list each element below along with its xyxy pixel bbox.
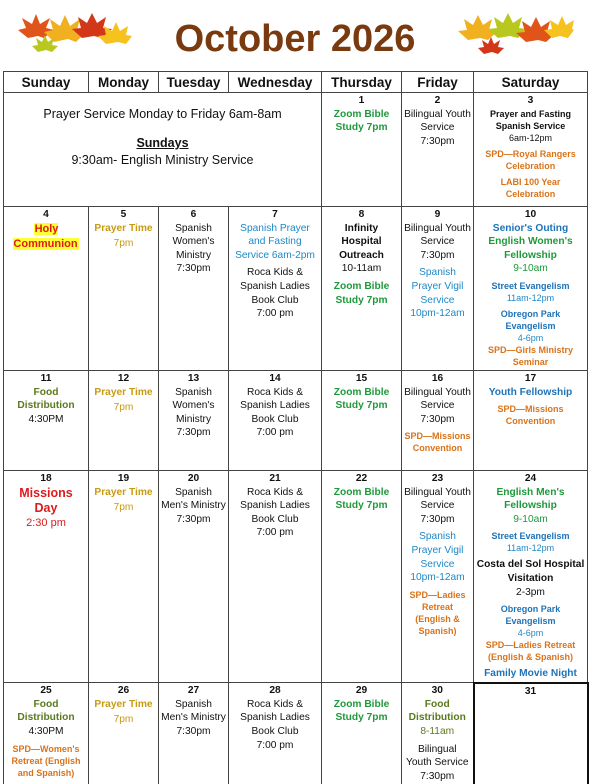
week-row <box>4 207 588 371</box>
event-text: English Men's Fellowship <box>496 486 565 512</box>
day-cell-27 <box>159 683 229 784</box>
calendar-header <box>0 0 590 72</box>
week-row <box>4 683 588 784</box>
weekday-wednesday: Wednesday <box>229 72 322 93</box>
day-cell-20 <box>159 471 229 683</box>
event-text: Spanish Prayer Vigil Service <box>411 267 464 306</box>
week-row <box>4 371 588 471</box>
event-time: 7:00 pm <box>256 427 294 439</box>
day-number: 6 <box>190 209 197 220</box>
event-time: 4:30PM <box>28 413 64 425</box>
event-text: Spanish Prayer Vigil Service <box>411 531 464 570</box>
day-cell-5 <box>89 207 159 371</box>
weekday-monday: Monday <box>89 72 159 93</box>
event-time: 9-10am <box>513 513 548 525</box>
event-time: 7pm <box>113 402 134 414</box>
event-time: 11am-12pm <box>506 292 555 303</box>
event-text: Prayer Time <box>94 386 153 398</box>
event-time: 6am-12pm <box>508 132 553 143</box>
day-number: 17 <box>524 373 537 384</box>
day-number: 20 <box>187 473 200 484</box>
day-cell-4 <box>4 207 89 371</box>
day-number: 5 <box>120 209 127 220</box>
day-cell-29 <box>322 683 402 784</box>
day-cell-17 <box>474 371 588 471</box>
event-text: Food Distribution <box>17 698 75 724</box>
day-number: 10 <box>524 209 537 220</box>
event-time: 10-11am <box>341 263 382 275</box>
day-number: 2 <box>434 95 441 106</box>
event-text: Street Evangelism <box>491 280 570 291</box>
event-text: Roca Kids & Spanish Ladies Book Club <box>240 267 310 306</box>
event-text: Spanish Prayer and Fasting Service 6am-2pm <box>235 222 315 261</box>
day-number: 12 <box>117 373 130 384</box>
event-text: Prayer Time <box>94 486 153 498</box>
day-cell-23 <box>402 471 474 683</box>
day-number: 24 <box>524 473 537 484</box>
event-text: Zoom Bible Study 7pm <box>333 486 390 512</box>
event-time: 7pm <box>113 238 134 250</box>
event-text: SPD—Ladies Retreat (English & Spanish) <box>409 589 466 636</box>
event-text: SPD—Women's Retreat (English and Spanish) <box>11 743 81 778</box>
event-time: 4-6pm <box>517 332 544 343</box>
calendar-grid <box>3 71 589 784</box>
day-number: 4 <box>43 209 49 220</box>
event-text: Bilingual Youth Service 7:30pm <box>404 386 471 425</box>
event-text: Prayer and Fasting Spanish Service <box>489 108 572 131</box>
event-text: SPD—Ladies Retreat (English & Spanish) <box>485 640 576 663</box>
event-text: Bilingual Youth Service 7:30pm <box>404 486 471 525</box>
day-number: 26 <box>117 685 130 697</box>
day-cell-9 <box>402 207 474 371</box>
day-number: 16 <box>431 373 444 384</box>
day-number: 14 <box>269 373 281 384</box>
event-text: Family Movie Night <box>484 668 577 680</box>
day-number: 3 <box>527 95 534 106</box>
event-time: 7:00 pm <box>256 308 294 320</box>
event-text: Zoom Bible Study 7pm <box>333 386 390 412</box>
weekday-header-row <box>4 72 588 93</box>
day-number: 8 <box>358 209 365 220</box>
day-number: 11 <box>40 373 52 384</box>
event-text: Bilingual Youth Service 7:30pm <box>404 108 471 147</box>
event-text: Obregon Park Evangelism <box>500 308 561 331</box>
day-cell-25 <box>4 683 89 784</box>
day-number: 13 <box>187 373 200 384</box>
event-text: Zoom Bible Study 7pm <box>333 280 390 306</box>
day-number: 1 <box>358 95 365 106</box>
event-text: English Women's Fellowship <box>488 236 573 261</box>
event-text: Holy Communion <box>13 222 78 250</box>
day-cell-10 <box>474 207 588 371</box>
event-time: 10pm-12am <box>410 308 465 320</box>
event-time: 7pm <box>113 714 134 726</box>
day-cell-2 <box>402 93 474 207</box>
event-text: Zoom Bible Study 7pm <box>333 108 390 134</box>
day-number: 22 <box>355 473 368 484</box>
autumn-leaves-icon <box>454 8 574 58</box>
day-number: 18 <box>40 473 52 484</box>
event-text: Prayer Time <box>94 222 153 234</box>
event-text: Infinity Hospital Outreach <box>339 222 384 261</box>
day-cell-16 <box>402 371 474 471</box>
event-text: Bilingual Youth Service 7:30pm <box>406 743 469 782</box>
sundays-service-text: 9:30am- English Ministry Service <box>71 153 254 167</box>
day-cell-3 <box>474 93 588 207</box>
event-text: Spanish Men's Ministry 7:30pm <box>161 698 226 738</box>
day-cell-13 <box>159 371 229 471</box>
event-text: Roca Kids & Spanish Ladies Book Club <box>240 698 310 738</box>
event-time: 8-11am <box>420 726 455 738</box>
event-text: Costa del Sol Hospital Visitation <box>476 559 585 584</box>
day-number: 29 <box>355 685 368 697</box>
event-text: Prayer Time <box>94 698 153 710</box>
event-time: 7:00 pm <box>256 527 294 539</box>
weekday-friday: Friday <box>402 72 474 93</box>
day-cell-22 <box>322 471 402 683</box>
event-time: 2-3pm <box>516 586 545 598</box>
weekday-thursday: Thursday <box>322 72 402 93</box>
event-time: 4-6pm <box>517 628 544 639</box>
week-row <box>4 471 588 683</box>
event-time: 2:30 pm <box>26 516 66 529</box>
event-text: Missions Day <box>19 485 73 515</box>
event-text: Youth Fellowship <box>488 386 573 398</box>
day-number: 15 <box>355 373 368 384</box>
event-time: 7pm <box>113 502 134 514</box>
day-number: 9 <box>434 209 441 220</box>
event-text: Roca Kids & Spanish Ladies Book Club <box>240 486 310 525</box>
event-text: Roca Kids & Spanish Ladies Book Club <box>240 386 310 425</box>
day-number: 7 <box>272 209 278 220</box>
event-text: Street Evangelism <box>491 531 570 542</box>
weekday-sunday: Sunday <box>4 72 89 93</box>
day-cell-15 <box>322 371 402 471</box>
event-text: LABI 100 Year Celebration <box>500 176 561 199</box>
event-time: 4:30PM <box>28 726 64 738</box>
day-cell-19 <box>89 471 159 683</box>
weekday-tuesday: Tuesday <box>159 72 229 93</box>
day-cell-31 <box>474 683 588 784</box>
day-number: 31 <box>524 685 537 697</box>
event-text: Spanish Women's Ministry 7:30pm <box>172 386 215 439</box>
event-time: 9-10am <box>513 263 548 275</box>
prayer-service-text: Prayer Service Monday to Friday 6am-8am <box>43 107 282 121</box>
event-text: Spanish Women's Ministry 7:30pm <box>172 222 215 275</box>
event-text: Senior's Outing <box>492 222 569 234</box>
event-text: Zoom Bible Study 7pm <box>333 698 390 724</box>
event-time: 11am-12pm <box>506 543 555 554</box>
event-text: SPD—Girls Ministry Seminar <box>487 344 574 367</box>
event-text: Obregon Park Evangelism <box>500 604 561 627</box>
event-text: Bilingual Youth Service 7:30pm <box>404 222 471 261</box>
day-number: 25 <box>40 685 52 697</box>
event-time: 7:00 pm <box>256 739 294 751</box>
day-cell-24 <box>474 471 588 683</box>
week-row <box>4 93 588 207</box>
day-cell-14 <box>229 371 322 471</box>
day-cell-28 <box>229 683 322 784</box>
event-text: Food Distribution <box>17 386 75 412</box>
day-cell-7 <box>229 207 322 371</box>
event-text: SPD—Royal Rangers Celebration <box>485 148 576 171</box>
day-cell-26 <box>89 683 159 784</box>
page-title: October 2026 <box>174 18 416 60</box>
event-time: 10pm-12am <box>410 572 465 584</box>
day-cell-8 <box>322 207 402 371</box>
event-text: SPD—Missions Convention <box>497 404 564 427</box>
event-text: Food Distribution <box>408 698 466 724</box>
day-number: 23 <box>431 473 444 484</box>
day-cell-1 <box>322 93 402 207</box>
day-cell-12 <box>89 371 159 471</box>
weekday-saturday: Saturday <box>474 72 588 93</box>
day-cell-21 <box>229 471 322 683</box>
event-text: SPD—Missions Convention <box>404 431 471 454</box>
day-number: 30 <box>431 685 443 697</box>
day-number: 28 <box>269 685 281 697</box>
day-cell-18 <box>4 471 89 683</box>
service-notice <box>4 93 322 207</box>
day-cell-11 <box>4 371 89 471</box>
sundays-heading: Sundays <box>136 136 189 150</box>
day-cell-6 <box>159 207 229 371</box>
event-text: Spanish Men's Ministry 7:30pm <box>161 486 226 525</box>
day-number: 21 <box>269 473 281 484</box>
day-number: 27 <box>187 685 200 697</box>
day-cell-30 <box>402 683 474 784</box>
day-number: 19 <box>117 473 130 484</box>
